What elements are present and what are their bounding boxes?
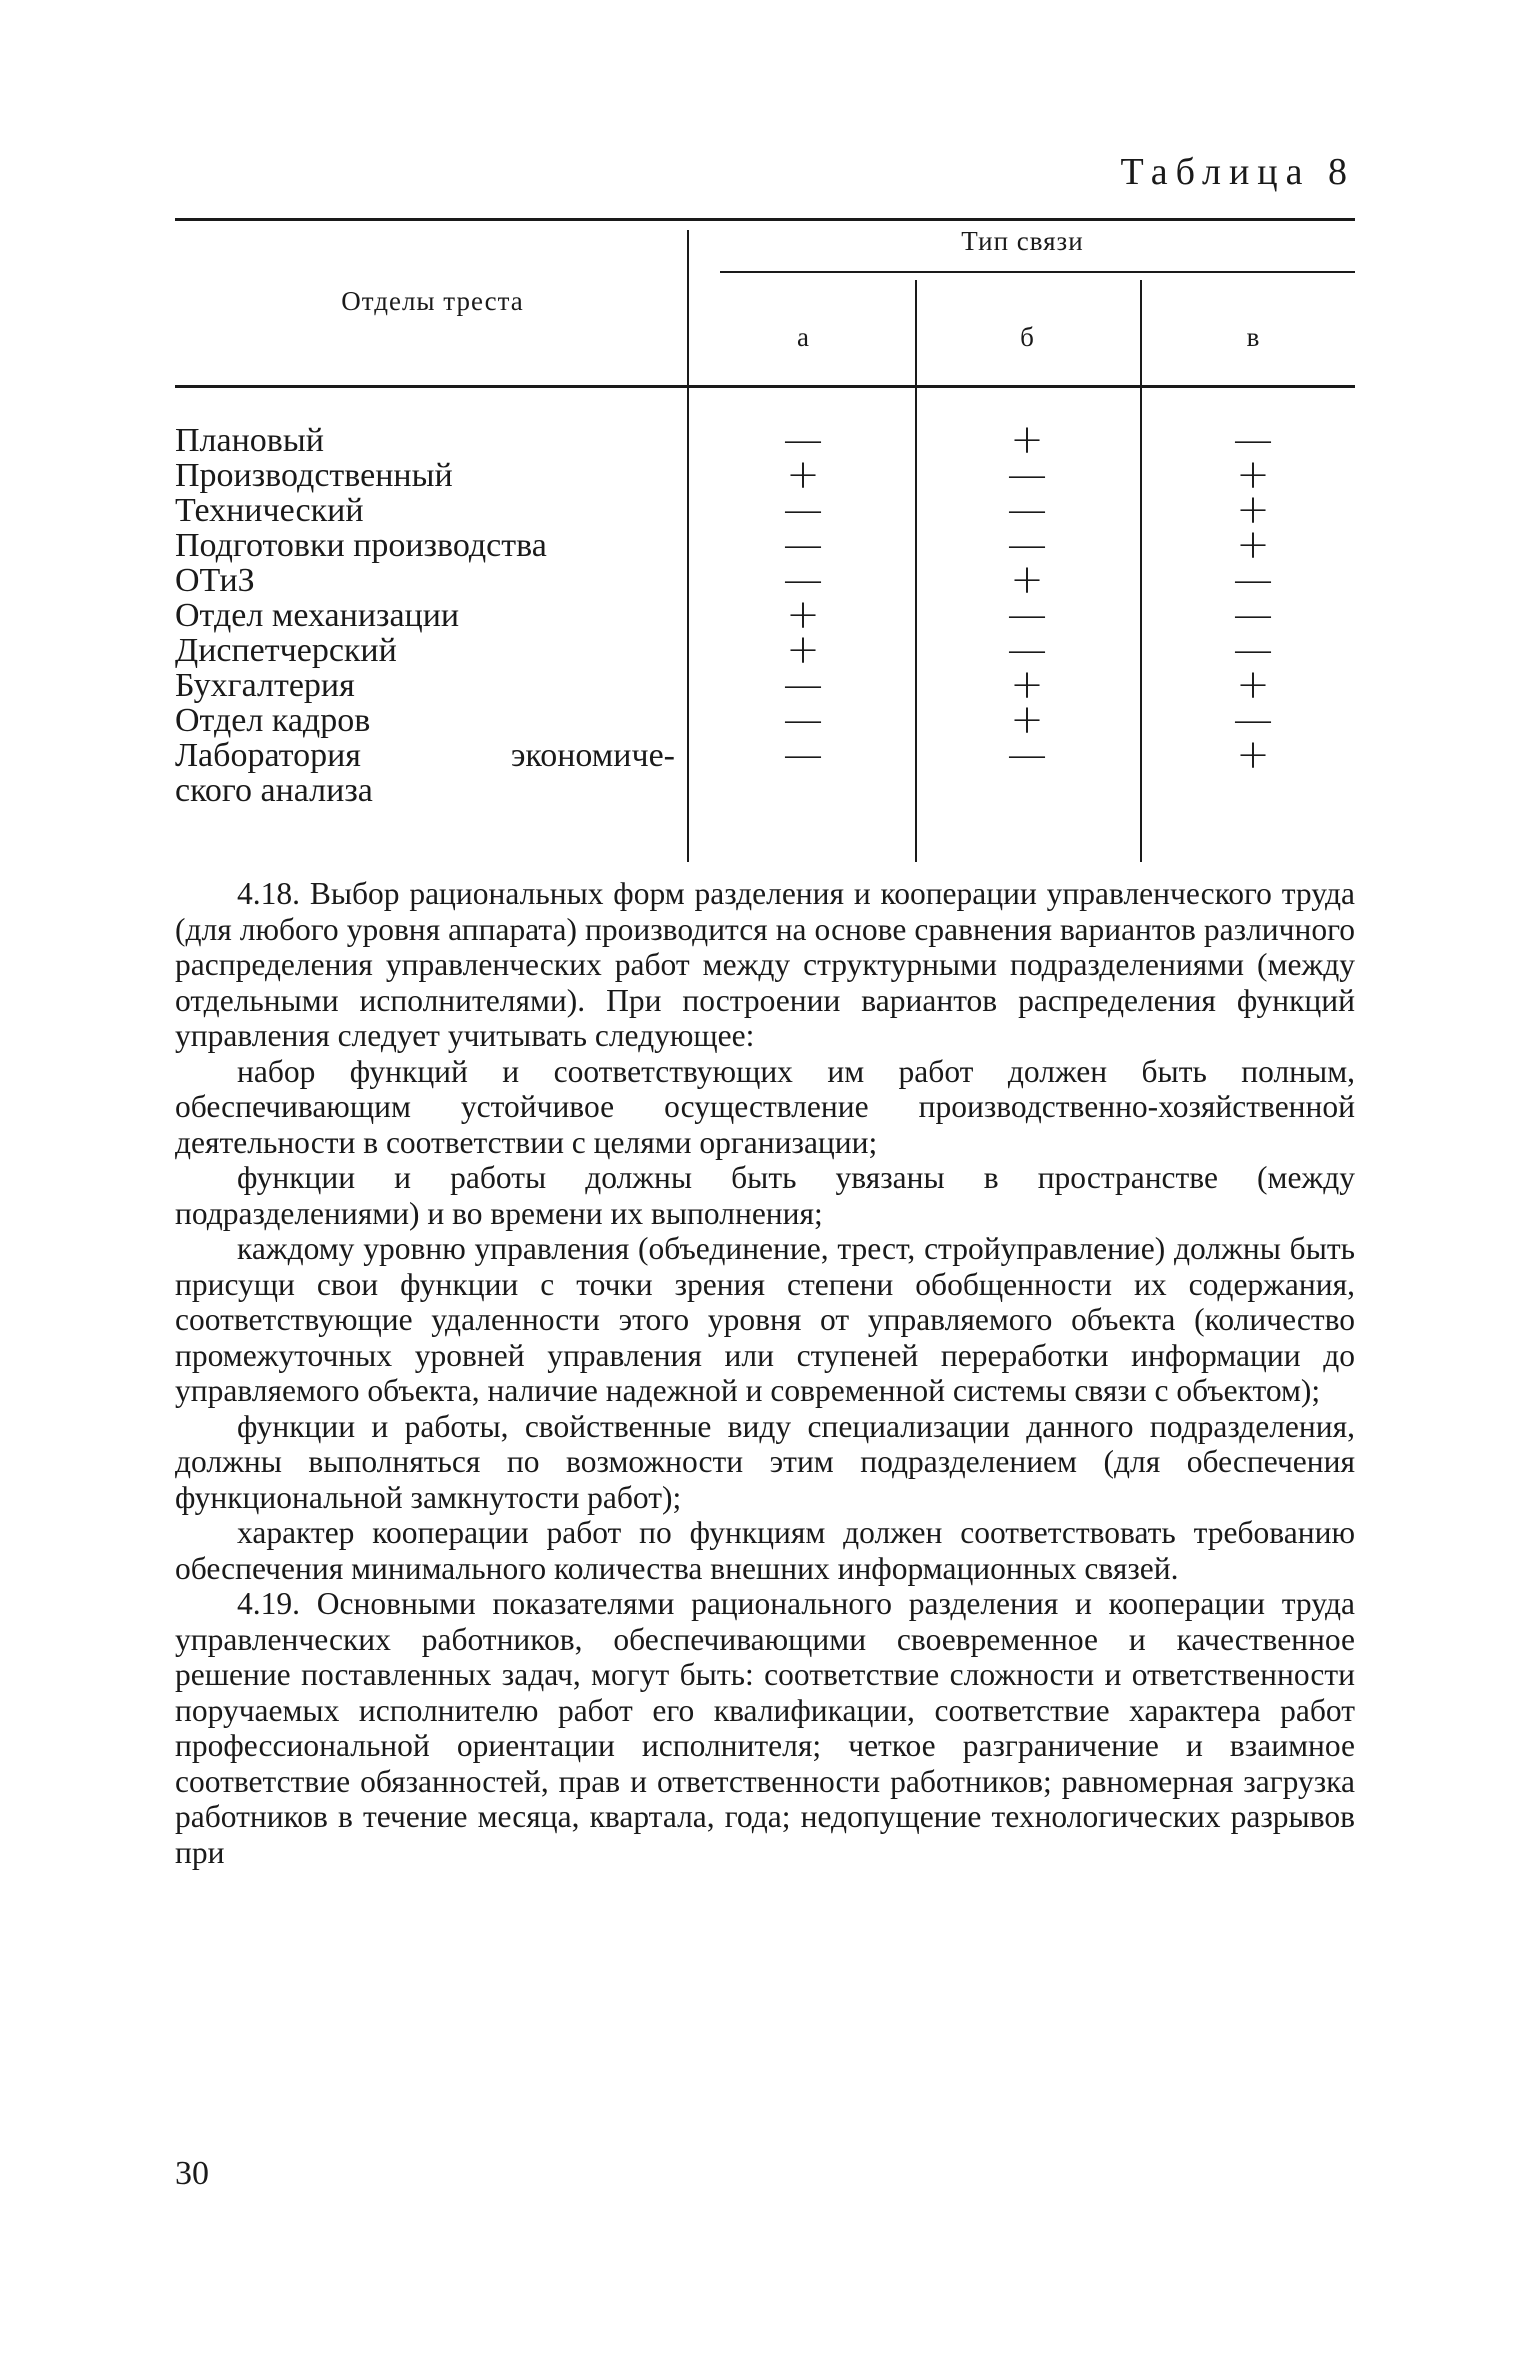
dept-name: Плановый <box>175 422 324 459</box>
paragraph: набор функций и соответствующих им работ должен быть полным, обеспечивающим устойчивое осуществление производственно-хозяйственной деятельности в соответствии с целями организации; <box>175 1053 1355 1160</box>
dept-name-part2: экономиче- <box>510 737 675 774</box>
cell-a: + <box>786 452 820 498</box>
dept-name: Отдел кадров <box>175 702 371 739</box>
table-title: Таблица 8 <box>1120 151 1355 193</box>
dept-name: Подготовки производства <box>175 527 547 564</box>
cell-c: — <box>1233 592 1273 638</box>
cell-c: — <box>1233 557 1273 603</box>
cell-c: + <box>1236 662 1270 708</box>
paragraph: функции и работы должны быть увязаны в пространстве (между подразделениями) и во времени их выполнения; <box>175 1160 1355 1231</box>
cell-b: — <box>1007 452 1047 498</box>
dept-name-part1: Лаборатория <box>175 737 361 774</box>
table-row <box>175 732 1355 809</box>
table-row <box>175 417 1355 463</box>
table-row <box>175 697 1355 743</box>
cell-a: + <box>786 627 820 673</box>
cell-a: — <box>783 557 823 603</box>
departments-link-table <box>175 218 1355 868</box>
cell-b: — <box>1007 592 1047 638</box>
column-header-b: б <box>1020 322 1034 352</box>
cell-c: + <box>1236 452 1270 498</box>
dept-name: Диспетчерский <box>175 632 397 669</box>
dept-column-header: Отделы треста <box>341 286 524 316</box>
table-subheader-rule <box>720 271 1355 273</box>
cell-b: — <box>1007 522 1047 568</box>
cell-c: — <box>1233 627 1273 673</box>
cell-a: — <box>783 697 823 743</box>
cell-a: + <box>786 592 820 638</box>
cell-b: — <box>1007 732 1047 778</box>
cell-b: + <box>1010 417 1044 463</box>
cell-b: + <box>1010 662 1044 708</box>
cell-c: — <box>1233 697 1273 743</box>
cell-a: — <box>783 417 823 463</box>
cell-c: + <box>1236 487 1270 533</box>
body-text <box>175 876 1355 1870</box>
cell-a: — <box>783 487 823 533</box>
dept-name <box>175 738 675 773</box>
cell-a: — <box>783 732 823 778</box>
cell-b: + <box>1010 697 1044 743</box>
cell-a: — <box>783 522 823 568</box>
dept-name-line2: ского анализа <box>175 772 373 809</box>
cell-c: + <box>1236 732 1270 778</box>
table-row <box>175 557 1355 603</box>
dept-name: Технический <box>175 492 364 529</box>
table-row <box>175 522 1355 568</box>
dept-name: Производственный <box>175 457 453 494</box>
cell-b: — <box>1007 627 1047 673</box>
paragraph: функции и работы, свойственные виду специализации данного подразделения, должны выполняться по возможности этим подразделением (для обеспечения функциональной замкнутости работ); <box>175 1408 1355 1515</box>
cell-c: + <box>1236 522 1270 568</box>
paragraph: характер кооперации работ по функциям должен соответствовать требованию обеспечения минимального количества внешних информационных связей. <box>175 1515 1355 1586</box>
dept-name: ОТиЗ <box>175 562 255 599</box>
table-row <box>175 662 1355 708</box>
cell-a: — <box>783 662 823 708</box>
paragraph: 4.19. Основными показателями рационального разделения и кооперации труда управленческих работников, обеспечивающими своевременное и качественное решение поставленных задач, могут быть: соответствие сложности и ответственности поручаемых исполнителю работ его квалификации, соответствие характера работ профессиональной ориентации исполнителя; четкое разграничение и взаимное соответствие обязанностей, прав и ответственности работников; равномерная загрузка работников в течение месяца, квартала, года; недопущение технологических разрывов при <box>175 1586 1355 1870</box>
paragraph: 4.18. Выбор рациональных форм разделения и кооперации управленческого труда (для любого уровня аппарата) производится на основе сравнения вариантов различного распределения управленческих работ между структурными подразделениями (между отдельными исполнителями). При построении вариантов распределения функций управления следует учитывать следующее: <box>175 876 1355 1053</box>
table-row <box>175 487 1355 533</box>
table-row <box>175 627 1355 673</box>
page-number: 30 <box>175 2155 209 2192</box>
dept-name: Бухгалтерия <box>175 667 355 704</box>
table-header-rule <box>175 385 1355 388</box>
cell-c: — <box>1233 417 1273 463</box>
cell-b: + <box>1010 557 1044 603</box>
table-row <box>175 452 1355 498</box>
column-header-c: в <box>1246 322 1260 352</box>
link-type-header: Тип связи <box>961 226 1084 256</box>
column-header-a: а <box>797 322 809 352</box>
table-row <box>175 592 1355 638</box>
paragraph: каждому уровню управления (объединение, трест, стройуправление) должны быть присущи свои функции с точки зрения степени обобщенности их содержания, соответствующие удаленности этого уровня от управляемого объекта (количество промежуточных уровней управления или ступеней переработки информации до управляемого объекта, наличие надежной и современной системы связи с объектом); <box>175 1231 1355 1408</box>
dept-name: Отдел механизации <box>175 597 460 634</box>
cell-b: — <box>1007 487 1047 533</box>
